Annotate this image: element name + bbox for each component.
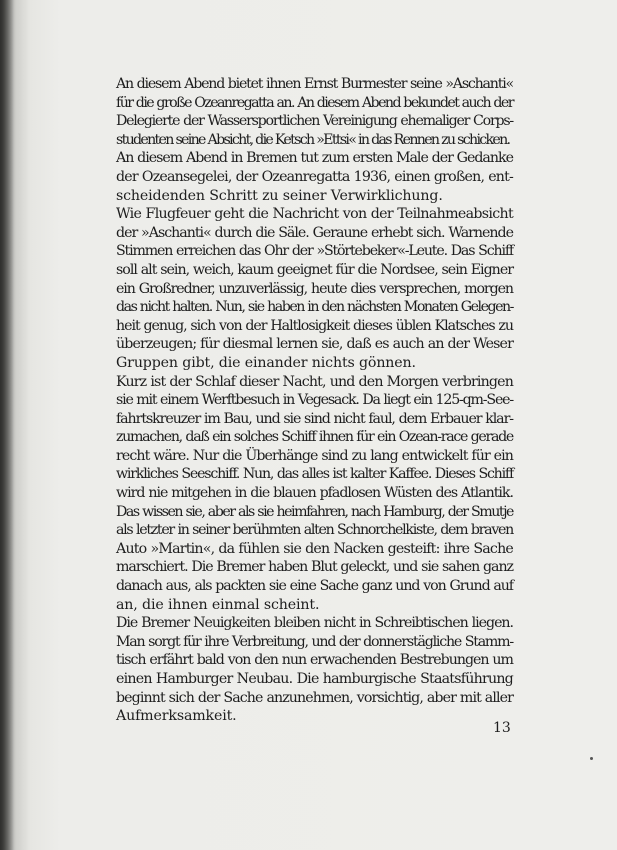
text-line: Wie Flugfeuer geht die Nachricht von der Teilnahmeabsicht — [116, 206, 513, 223]
page-number: 13 — [493, 720, 511, 736]
text-line: der Ozeansegelei, der Ozeanregatta 1936, einen großen, ent- — [116, 168, 513, 185]
text-line: Man sorgt für ihre Verbreitung, und der donnerstägliche Stamm- — [116, 633, 513, 650]
text-line: überzeugen; für diesmal lernen sie, daß es auch an der Weser — [116, 336, 513, 353]
text-line: recht wäre. Nur die Überhänge sind zu lang entwickelt für ein — [116, 447, 513, 464]
text-line: heit genug, sich von der Haltlosigkeit dieses üblen Klatsches zu — [116, 317, 513, 334]
text-line: Aufmerksamkeit. — [116, 708, 237, 725]
text-line: das nicht halten. Nun, sie haben in den nächsten Monaten Gelegen- — [116, 299, 513, 316]
text-line: Das wissen sie, aber als sie heimfahren, nach Hamburg, der Smutje — [116, 503, 513, 520]
text-line: marschiert. Die Bremer haben Blut geleckt, und sie sahen ganz — [116, 559, 513, 576]
text-line: Delegierte der Wassersportlichen Vereinigung ehemaliger Corps- — [116, 113, 513, 130]
text-line: als letzter in seiner berühmten alten Schnorchelkiste, dem braven — [116, 522, 513, 539]
text-line: An diesem Abend bietet ihnen Ernst Burmester seine »Aschanti« — [116, 76, 513, 92]
text-line: Kurz ist der Schlaf dieser Nacht, und den Morgen verbringen — [116, 373, 513, 390]
text-line: wird nie mitgehen in die blauen pfadlosen Wüsten des Atlantik. — [116, 485, 513, 502]
text-line: Auto »Martin«, da fühlen sie den Nacken gesteift: ihre Sache — [116, 540, 513, 557]
text-line: scheidenden Schritt zu seiner Verwirklichung. — [116, 187, 443, 204]
text-line: ein Großredner, unzuverlässig, heute dies versprechen, morgen — [116, 280, 513, 297]
text-line: der »Aschanti« durch die Säle. Geraune erhebt sich. Warnende — [116, 224, 513, 241]
text-line: wirkliches Seeschiff. Nun, das alles ist kalter Kaffee. Dieses Schiff — [116, 466, 513, 483]
text-line: Die Bremer Neuigkeiten bleiben nicht in Schreibtischen liegen. — [116, 615, 513, 632]
text-line: beginnt sich der Sache anzunehmen, vorsichtig, aber mit aller — [116, 689, 513, 706]
text-line: an, die ihnen einmal scheint. — [116, 596, 320, 613]
text-line: fahrtskreuzer im Bau, und sie sind nicht faul, dem Erbauer klar- — [116, 410, 513, 427]
text-line: studenten seine Absicht, die Ketsch »Ettsi« in das Rennen zu schicken. — [116, 131, 510, 148]
text-line: tisch erfährt bald von den nun erwachenden Bestrebungen um — [116, 652, 513, 669]
text-line: sie mit einem Werftbesuch in Vegesack. Da liegt ein 125-qm-See- — [116, 392, 513, 409]
body-text — [116, 75, 513, 726]
text-line: An diesem Abend in Bremen tut zum ersten Male der Gedanke — [116, 150, 513, 167]
text-line: einen Hamburger Neubau. Die hamburgische Staatsführung — [116, 671, 513, 687]
text-line: für die große Ozeanregatta an. An diesem Abend bekundet auch der — [116, 94, 513, 111]
text-line: Stimmen erreichen das Ohr der »Störtebeker«-Leute. Das Schiff — [116, 243, 513, 260]
text-line: danach aus, als packten sie eine Sache ganz und von Grund auf — [116, 578, 513, 595]
paper-speck — [590, 757, 593, 760]
text-line: Gruppen gibt, die einander nichts gönnen. — [116, 354, 416, 371]
spine-shadow — [0, 0, 14, 850]
text-line: soll alt sein, weich, kaum geeignet für die Nordsee, sein Eigner — [116, 261, 513, 278]
text-line: zumachen, daß ein solches Schiff ihnen für ein Ozean-race gerade — [116, 429, 513, 446]
